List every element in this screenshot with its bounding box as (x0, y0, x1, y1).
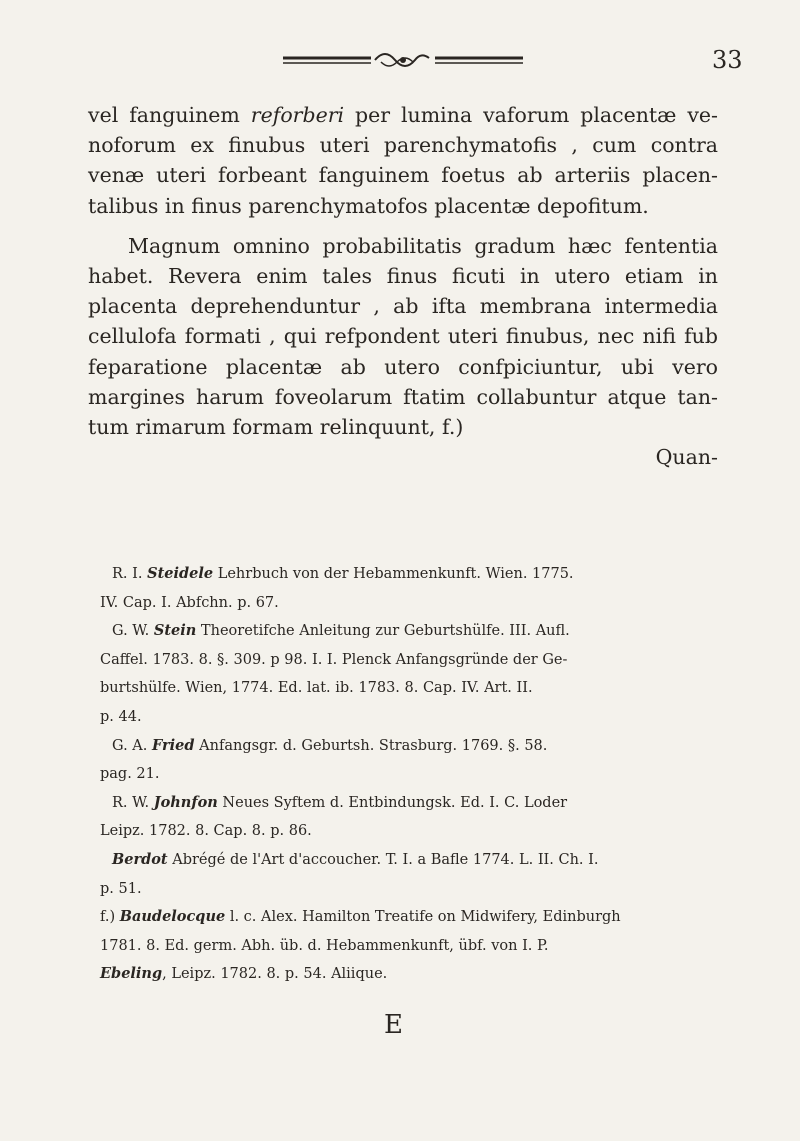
footnote-line: f.) Baudelocque l. c. Alex. Hamilton Treatife on Midwifery, Edinburgh (100, 908, 621, 926)
page-number: 33 (712, 46, 743, 74)
footnotes (100, 560, 716, 989)
signature-mark: E (384, 1010, 403, 1040)
footnote-line: Leipz. 1782. 8. Cap. 8. p. 86. (100, 823, 312, 840)
footnote-line: p. 51. (100, 880, 142, 897)
footnote-line: Ebeling, Leipz. 1782. 8. p. 54. Aliique. (100, 965, 388, 983)
footnote-line: p. 44. (100, 708, 142, 725)
footnote-line: R. W. Johnfon Neues Syftem d. Entbindungsk. Ed. I. C. Loder (112, 793, 568, 811)
main-text (88, 100, 718, 472)
footnote-line: G. A. Fried Anfangsgr. d. Geburtsh. Strasburg. 1769. §. 58. (112, 736, 548, 754)
footnote-line: R. I. Steidele Lehrbuch von der Hebammenkunft. Wien. 1775. (112, 565, 574, 582)
footnote-line: G. W. Stein Theoretifche Anleitung zur Geburtshülfe. III. Aufl. (112, 622, 570, 640)
paragraph-1: vel fanguinem reforberi per lumina vaforum placentæ ve- noforum ex finubus uteri parenchymatofis , cum contra venæ uteri forbeant fanguinem foetus ab arteriis placen- talibus in finus parenchymatofos placentæ depofitum. (88, 103, 718, 218)
footnote-line: Caffel. 1783. 8. §. 309. p 98. I. I. Plenck Anfangsgründe der Ge- (100, 651, 568, 668)
paragraph-2: Magnum omnino probabilitatis gradum hæc fententia habet. Revera enim tales finus ficuti in utero etiam in placenta deprehenduntur , ab ifta membrana intermedia cellulofa formati , qui refpondent uteri finubus, nec nifi fub feparatione placentæ ab utero confpiciuntur, ubi vero margines harum foveolarum ftatim collabuntur atque tan- tum rimarum formam relinquunt, f.) (88, 233, 718, 440)
header-ornament-icon (283, 48, 523, 74)
footnote-line: 1781. 8. Ed. germ. Abh. üb. d. Hebammenkunft, übf. von I. P. (100, 937, 549, 954)
catchword: Quan- (655, 445, 718, 470)
footnote-line: burtshülfe. Wien, 1774. Ed. lat. ib. 1783. 8. Cap. IV. Art. II. (100, 680, 533, 697)
footnote-line: Berdot Abrégé de l'Art d'accoucher. T. I. a Bafle 1774. L. II. Ch. I. (112, 850, 599, 868)
footnote-line: IV. Cap. I. Abfchn. p. 67. (100, 594, 279, 611)
footnote-line: pag. 21. (100, 766, 160, 783)
page-header (0, 38, 800, 88)
